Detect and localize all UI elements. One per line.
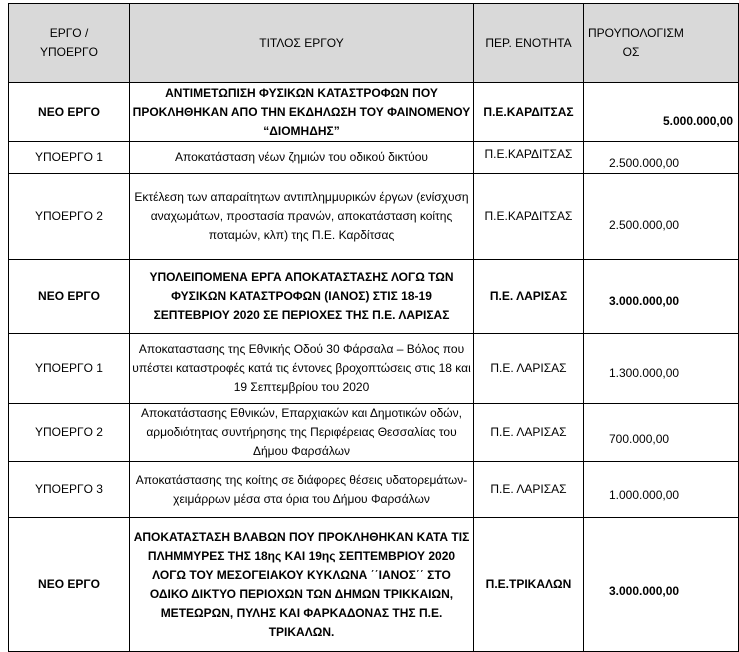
row-title: ΑΝΤΙΜΕΤΩΠΙΣΗ ΦΥΣΙΚΩΝ ΚΑΤΑΣΤΡΟΦΩΝ ΠΟΥ ΠΡΟΚΛΗΘΗΚΑΝ ΑΠΟ ΤΗΝ ΕΚΔΗΛΩΣΗ ΤΟΥ ΦΑΙΝΟΜΕΝΟΥ “ΔΙΟΜΗΔΗΣ” xyxy=(130,83,474,142)
table-row xyxy=(9,404,739,462)
row-budget: 1.000.000,00 xyxy=(584,462,739,518)
table-row xyxy=(9,142,739,174)
row-title: ΑΠΟΚΑΤΑΣΤΑΣΗ ΒΛΑΒΩΝ ΠΟΥ ΠΡΟΚΛΗΘΗΚΑΝ ΚΑΤΑ ΤΙΣ ΠΛΗΜΜΥΡΕΣ ΤΗΣ 18ης ΚΑΙ 19ης ΣΕΠΤΕΜΒΡΙΟΥ 2020 ΛΟΓΩ ΤΟΥ ΜΕΣΟΓΕΙΑΚΟΥ ΚΥΚΛΩΝΑ ΄΄ΙΑΝΟΣ΄΄ ΣΤΟ ΟΔΙΚΟ ΔΙΚΤΥΟ ΠΕΡΙΟΧΩΝ ΤΩΝ ΔΗΜΩΝ ΤΡΙΚΚΑΙΩΝ, ΜΕΤΕΩΡΩΝ, ΠΥΛΗΣ ΚΑΙ ΦΑΡΚΑΔΟΝΑΣ ΤΗΣ Π.Ε. ΤΡΙΚΑΛΩΝ. xyxy=(130,518,474,652)
header-row xyxy=(9,4,739,83)
row-region: Π.Ε.ΚΑΡΔΙΤΣΑΣ xyxy=(474,142,584,174)
row-region: Π.Ε. ΛΑΡΙΣΑΣ xyxy=(474,260,584,334)
row-title: Αποκατάστασης Εθνικών, Επαρχιακών και Δημοτικών οδών, αρμοδιότητας συντήρησης της Περιφέρειας Θεσσαλίας του Δήμου Φαρσάλων xyxy=(130,404,474,462)
row-budget: 1.300.000,00 xyxy=(584,334,739,404)
row-title xyxy=(130,334,474,404)
table-row xyxy=(9,174,739,260)
header-type: ΕΡΓΟ / ΥΠΟΕΡΓΟ xyxy=(9,4,130,83)
table-row xyxy=(9,83,739,142)
row-region: Π.Ε.ΚΑΡΔΙΤΣΑΣ xyxy=(474,83,584,142)
row-type: ΥΠΟΕΡΓΟ 1 xyxy=(9,142,130,174)
row-title: Αποκατάσταση νέων ζημιών του οδικού δικτύου xyxy=(130,142,474,174)
row-title: Εκτέλεση των απαραίτητων αντιπλημμυρικών έργων (ενίσχυση αναχωμάτων, προστασία πρανών, αποκατάσταση κοίτης ποταμών, κλπ) της Π.Ε. Καρδίτσας xyxy=(130,174,474,260)
projects-table xyxy=(8,3,739,652)
table-row xyxy=(9,260,739,334)
row-budget: 700.000,00 xyxy=(584,404,739,462)
row-budget: 5.000.000,00 xyxy=(584,83,739,142)
row-region: Π.Ε. ΛΑΡΙΣΑΣ xyxy=(474,404,584,462)
table-row xyxy=(9,334,739,404)
row-type: ΝΕΟ ΕΡΓΟ xyxy=(9,83,130,142)
row-region: Π.Ε.ΚΑΡΔΙΤΣΑΣ xyxy=(474,174,584,260)
row-title-text: Αποκαταστασης της Εθνικής Οδού 30 Φάρσαλα – Βόλος που υπέστει καταστροφές κατά τις έντονες βροχοπτώσεις στις 18 και 19 Σεπτεμβρίου του 2020 xyxy=(132,342,471,394)
row-type: ΥΠΟΕΡΓΟ 2 xyxy=(9,404,130,462)
row-budget: 2.500.000,00 xyxy=(584,142,739,174)
header-budget: ΠΡΟΥΠΟΛΟΓΙΣΜ ΟΣ xyxy=(584,4,739,83)
row-type: ΥΠΟΕΡΓΟ 1 xyxy=(9,334,130,404)
row-region: Π.Ε. ΛΑΡΙΣΑΣ xyxy=(474,334,584,404)
header-region: ΠΕΡ. ΕΝΟΤΗΤΑ xyxy=(474,4,584,83)
row-type: ΝΕΟ ΕΡΓΟ xyxy=(9,518,130,652)
row-type: ΥΠΟΕΡΓΟ 2 xyxy=(9,174,130,260)
row-type: ΝΕΟ ΕΡΓΟ xyxy=(9,260,130,334)
table-row xyxy=(9,518,739,652)
header-title: ΤΙΤΛΟΣ ΕΡΓΟΥ xyxy=(130,4,474,83)
row-title: ΥΠΟΛΕΙΠΟΜΕΝΑ ΕΡΓΑ ΑΠΟΚΑΤΑΣΤΑΣΗΣ ΛΟΓΩ ΤΩΝ ΦΥΣΙΚΩΝ ΚΑΤΑΣΤΡΟΦΩΝ (ΙΑΝΟΣ) ΣΤΙΣ 18-19 ΣΕΠΤΕΒΡΙΟΥ 2020 ΣΕ ΠΕΡΙΟΧΕΣ ΤΗΣ Π.Ε. ΛΑΡΙΣΑΣ xyxy=(130,260,474,334)
row-title: Αποκατάστασης της κοίτης σε διάφορες θέσεις υδατορεμάτων-χειμάρρων μέσα στα όρια του Δήμου Φαρσάλων xyxy=(130,462,474,518)
row-budget: 2.500.000,00 xyxy=(584,174,739,260)
table-row xyxy=(9,462,739,518)
row-region: Π.Ε.ΤΡΙΚΑΛΩΝ xyxy=(474,518,584,652)
row-budget: 3.000.000,00 xyxy=(584,518,739,652)
row-type: ΥΠΟΕΡΓΟ 3 xyxy=(9,462,130,518)
row-region: Π.Ε. ΛΑΡΙΣΑΣ xyxy=(474,462,584,518)
row-budget: 3.000.000,00 xyxy=(584,260,739,334)
